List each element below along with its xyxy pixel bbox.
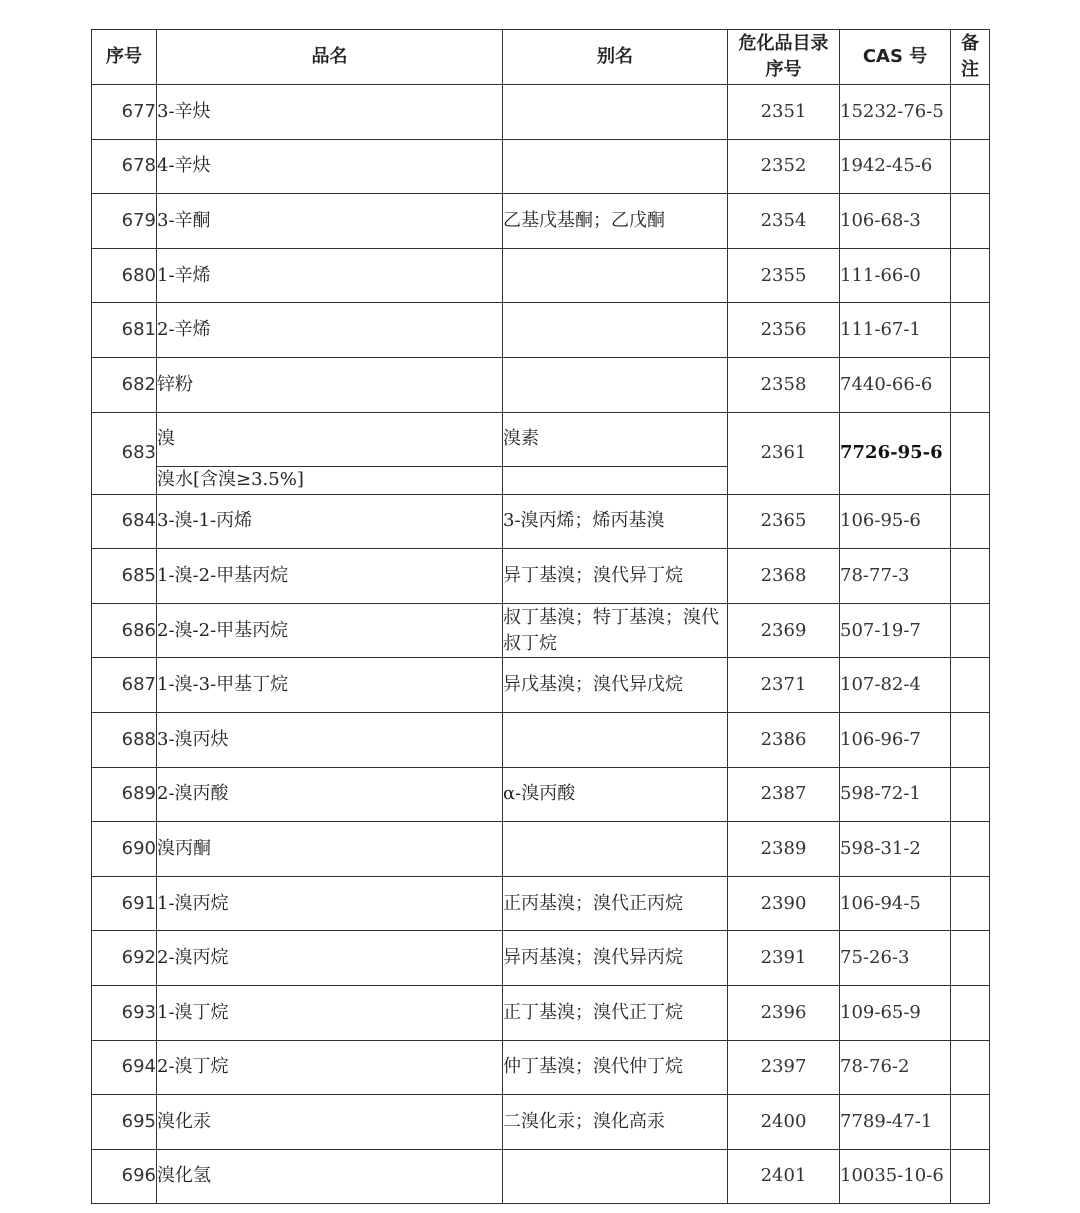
table-row [92, 85, 990, 140]
cell-cas: 598-72-1 [840, 767, 951, 822]
table-row [92, 412, 990, 466]
cell-name: 溴化汞 [157, 1095, 503, 1150]
cell-catalog: 2352 [728, 139, 840, 194]
cell-seq: 679 [92, 194, 157, 249]
cell-seq: 685 [92, 549, 157, 604]
table-row [92, 303, 990, 358]
cell-name: 1-溴-3-甲基丁烷 [157, 658, 503, 713]
header-catalog: 危化品目录序号 [728, 30, 840, 85]
cell-name: 3-溴丙炔 [157, 712, 503, 767]
cell-name: 溴化氢 [157, 1149, 503, 1204]
table-row [92, 1040, 990, 1095]
cell-seq: 690 [92, 822, 157, 877]
cell-name: 2-溴丙烷 [157, 931, 503, 986]
cell-note [951, 357, 990, 412]
table-row [92, 931, 990, 986]
cell-alias [503, 712, 728, 767]
cell-cas: 7726-95-6 [840, 412, 951, 494]
table-row [92, 549, 990, 604]
cell-seq: 681 [92, 303, 157, 358]
table-row [92, 712, 990, 767]
cell-catalog: 2396 [728, 985, 840, 1040]
cell-alias: 仲丁基溴；溴代仲丁烷 [503, 1040, 728, 1095]
table-row [92, 1149, 990, 1204]
cell-seq: 695 [92, 1095, 157, 1150]
cell-seq: 680 [92, 248, 157, 303]
table-row [92, 603, 990, 658]
cell-alias [503, 822, 728, 877]
cell-seq: 692 [92, 931, 157, 986]
table-row [92, 822, 990, 877]
cell-cas: 10035-10-6 [840, 1149, 951, 1204]
table-row [92, 139, 990, 194]
cell-note [951, 1149, 990, 1204]
cell-alias [503, 85, 728, 140]
cell-alias: 乙基戊基酮；乙戊酮 [503, 194, 728, 249]
cell-catalog: 2389 [728, 822, 840, 877]
cell-seq: 678 [92, 139, 157, 194]
cell-name: 2-溴-2-甲基丙烷 [157, 603, 503, 658]
cell-name: 3-辛酮 [157, 194, 503, 249]
cell-name: 溴水[含溴≥3.5%] [157, 466, 503, 494]
cell-cas: 78-77-3 [840, 549, 951, 604]
cell-name: 2-辛烯 [157, 303, 503, 358]
cell-alias [503, 466, 728, 494]
cell-seq: 683 [92, 412, 157, 494]
cell-cas: 106-95-6 [840, 494, 951, 549]
header-note: 备注 [951, 30, 990, 85]
cell-catalog: 2371 [728, 658, 840, 713]
cell-alias [503, 248, 728, 303]
table-row [92, 194, 990, 249]
cell-seq: 693 [92, 985, 157, 1040]
cell-name: 2-溴丙酸 [157, 767, 503, 822]
cell-note [951, 767, 990, 822]
cell-seq: 686 [92, 603, 157, 658]
cell-note [951, 194, 990, 249]
cell-note [951, 139, 990, 194]
cell-note [951, 712, 990, 767]
cell-alias [503, 357, 728, 412]
cell-catalog: 2368 [728, 549, 840, 604]
cell-name: 锌粉 [157, 357, 503, 412]
cell-alias: 异丙基溴；溴代异丙烷 [503, 931, 728, 986]
cell-note [951, 549, 990, 604]
cell-cas: 107-82-4 [840, 658, 951, 713]
cell-cas: 1942-45-6 [840, 139, 951, 194]
cell-seq: 677 [92, 85, 157, 140]
header-name: 品名 [157, 30, 503, 85]
cell-catalog: 2365 [728, 494, 840, 549]
cell-cas: 111-66-0 [840, 248, 951, 303]
cell-note [951, 822, 990, 877]
cell-name: 溴 [157, 412, 503, 466]
cell-alias: 溴素 [503, 412, 728, 466]
cell-catalog: 2355 [728, 248, 840, 303]
cell-cas: 7440-66-6 [840, 357, 951, 412]
table-row [92, 876, 990, 931]
cell-catalog: 2390 [728, 876, 840, 931]
table-row [92, 658, 990, 713]
cell-seq: 696 [92, 1149, 157, 1204]
cell-alias: 异戊基溴；溴代异戊烷 [503, 658, 728, 713]
cell-alias: 3-溴丙烯；烯丙基溴 [503, 494, 728, 549]
cell-alias: 二溴化汞；溴化高汞 [503, 1095, 728, 1150]
cell-note [951, 85, 990, 140]
cell-name: 1-溴-2-甲基丙烷 [157, 549, 503, 604]
cell-catalog: 2391 [728, 931, 840, 986]
cell-name: 溴丙酮 [157, 822, 503, 877]
cell-note [951, 248, 990, 303]
cell-alias [503, 139, 728, 194]
header-alias: 别名 [503, 30, 728, 85]
cell-name: 3-溴-1-丙烯 [157, 494, 503, 549]
cell-note [951, 1040, 990, 1095]
table-row [92, 985, 990, 1040]
table-row [92, 494, 990, 549]
cell-name: 1-辛烯 [157, 248, 503, 303]
header-cas: CAS 号 [840, 30, 951, 85]
cell-cas: 106-96-7 [840, 712, 951, 767]
cell-alias: 异丁基溴；溴代异丁烷 [503, 549, 728, 604]
cell-cas: 7789-47-1 [840, 1095, 951, 1150]
chemical-table [91, 29, 990, 1204]
table-row [92, 1095, 990, 1150]
cell-catalog: 2358 [728, 357, 840, 412]
cell-catalog: 2354 [728, 194, 840, 249]
cell-note [951, 1095, 990, 1150]
cell-note [951, 412, 990, 494]
header-seq: 序号 [92, 30, 157, 85]
cell-catalog: 2351 [728, 85, 840, 140]
cell-cas: 106-94-5 [840, 876, 951, 931]
cell-note [951, 303, 990, 358]
cell-cas: 109-65-9 [840, 985, 951, 1040]
cell-catalog: 2401 [728, 1149, 840, 1204]
cell-seq: 688 [92, 712, 157, 767]
cell-name: 1-溴丁烷 [157, 985, 503, 1040]
table-row [92, 248, 990, 303]
cell-cas: 78-76-2 [840, 1040, 951, 1095]
cell-note [951, 876, 990, 931]
cell-catalog: 2361 [728, 412, 840, 494]
cell-note [951, 494, 990, 549]
cell-alias: 正丙基溴；溴代正丙烷 [503, 876, 728, 931]
cell-catalog: 2356 [728, 303, 840, 358]
cell-cas: 598-31-2 [840, 822, 951, 877]
cell-catalog: 2400 [728, 1095, 840, 1150]
cell-alias: 正丁基溴；溴代正丁烷 [503, 985, 728, 1040]
cell-seq: 682 [92, 357, 157, 412]
cell-seq: 687 [92, 658, 157, 713]
cell-note [951, 931, 990, 986]
cell-alias: α-溴丙酸 [503, 767, 728, 822]
cell-alias [503, 1149, 728, 1204]
cell-seq: 684 [92, 494, 157, 549]
cell-catalog: 2386 [728, 712, 840, 767]
cell-catalog: 2369 [728, 603, 840, 658]
cell-note [951, 658, 990, 713]
cell-name: 2-溴丁烷 [157, 1040, 503, 1095]
cell-seq: 691 [92, 876, 157, 931]
table-row [92, 767, 990, 822]
cell-catalog: 2387 [728, 767, 840, 822]
cell-cas: 106-68-3 [840, 194, 951, 249]
cell-note [951, 985, 990, 1040]
cell-note [951, 603, 990, 658]
table-header-row [92, 30, 990, 85]
cell-alias: 叔丁基溴；特丁基溴；溴代叔丁烷 [503, 603, 728, 658]
cell-cas: 507-19-7 [840, 603, 951, 658]
cell-name: 1-溴丙烷 [157, 876, 503, 931]
cell-name: 3-辛炔 [157, 85, 503, 140]
cell-cas: 111-67-1 [840, 303, 951, 358]
cell-seq: 689 [92, 767, 157, 822]
cell-cas: 15232-76-5 [840, 85, 951, 140]
cell-seq: 694 [92, 1040, 157, 1095]
cell-alias [503, 303, 728, 358]
cell-name: 4-辛炔 [157, 139, 503, 194]
cell-cas: 75-26-3 [840, 931, 951, 986]
cell-catalog: 2397 [728, 1040, 840, 1095]
table-row [92, 357, 990, 412]
